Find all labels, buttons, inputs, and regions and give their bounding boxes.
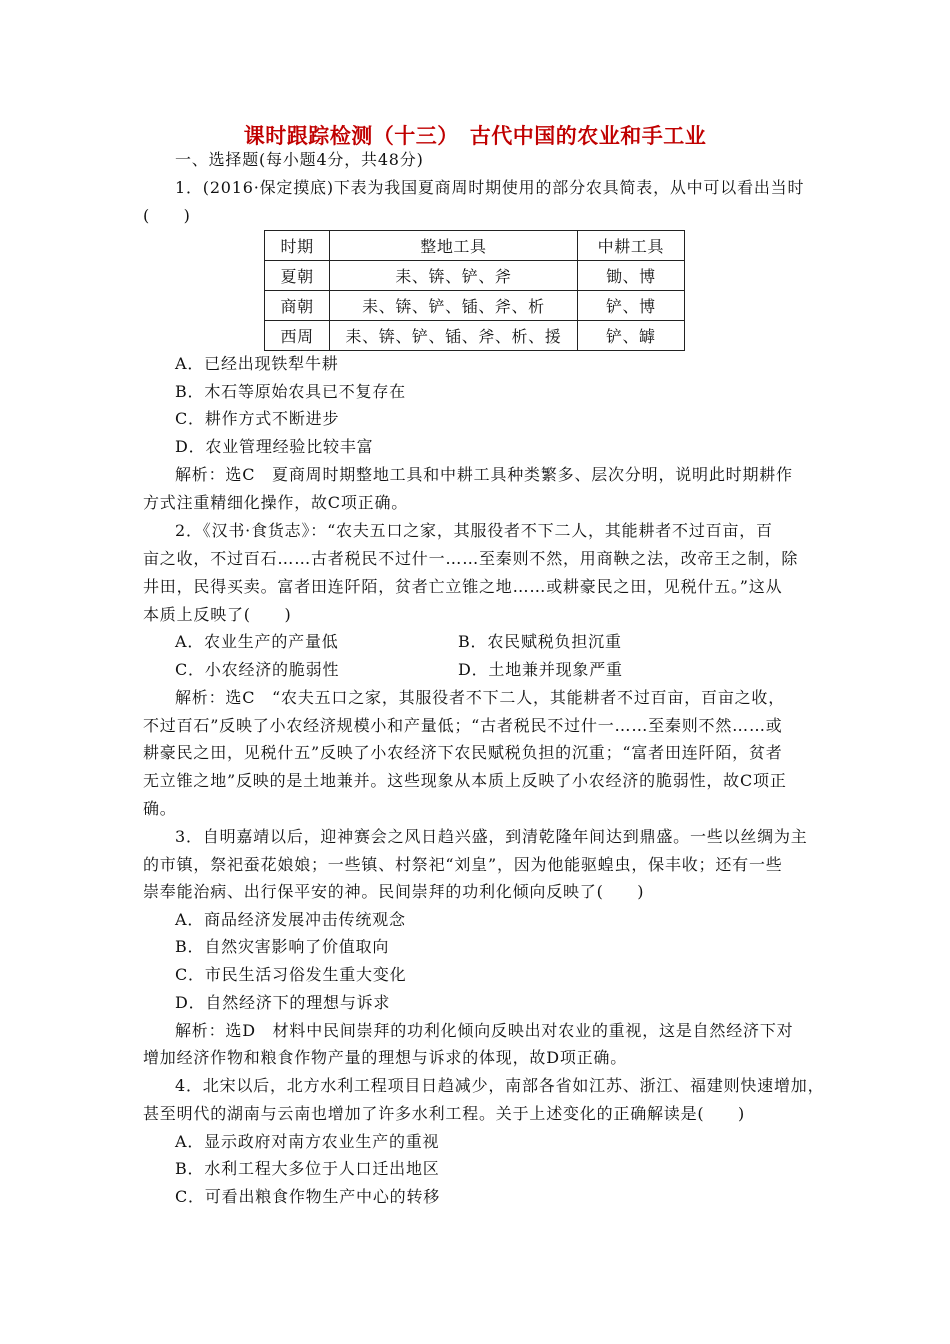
- q2-stem-line: 亩之收，不过百石……古者税民不过什一……至秦则不然，用商鞅之法，改帝王之制，除: [143, 549, 799, 568]
- table-cell: 夏朝: [265, 261, 330, 291]
- page-title: 课时跟踪检测（十三） 古代中国的农业和手工业: [243, 124, 707, 148]
- table-header-row: [265, 231, 685, 261]
- table-cell: 耒、锛、铲、斧: [330, 261, 578, 291]
- q2-analysis-line: 耕豪民之田，见税什五”反映了小农经济下农民赋税负担的沉重；“富者田连阡陌，贫者: [143, 743, 783, 762]
- q3-stem-line: 崇奉能治病、出行保平安的神。民间崇拜的功利化倾向反映了( ): [143, 882, 645, 901]
- q1-option-c: C．耕作方式不断进步: [175, 409, 340, 428]
- table-cell: 锄、博: [577, 261, 684, 291]
- q2-option-a: A．农业生产的产量低: [175, 632, 339, 651]
- q2-analysis-line: 确。: [143, 799, 177, 818]
- q3-option-b: B．自然灾害影响了价值取向: [175, 937, 390, 956]
- table-header-cell: 中耕工具: [577, 231, 684, 261]
- q3-stem-line: 3．自明嘉靖以后，迎神赛会之风日趋兴盛，到清乾隆年间达到鼎盛。一些以丝绸为主: [175, 827, 808, 846]
- table-cell: 耒、锛、铲、锸、斧、析、援: [330, 321, 578, 351]
- q1-stem-line: ( ): [143, 206, 191, 225]
- q3-analysis-line: 解析：选D 材料中民间崇拜的功利化倾向反映出对农业的重视，这是自然经济下对: [175, 1021, 794, 1040]
- q3-option-d: D．自然经济下的理想与诉求: [175, 993, 391, 1012]
- q3-analysis-line: 增加经济作物和粮食作物产量的理想与诉求的体现，故D项正确。: [143, 1048, 628, 1067]
- table-cell: 铲、罅: [577, 321, 684, 351]
- q4-stem-line: 甚至明代的湖南与云南也增加了许多水利工程。关于上述变化的正确解读是( ): [143, 1104, 746, 1123]
- q1-option-d: D．农业管理经验比较丰富: [175, 437, 374, 456]
- q3-stem-line: 的市镇，祭祀蚕花娘娘；一些镇、村祭祀“刘皇”，因为他能驱蝗虫，保丰收；还有一些: [143, 855, 783, 874]
- table-cell: 铲、博: [577, 291, 684, 321]
- q2-analysis-line: 解析：选C “农夫五口之家，其服役者不下二人，其能耕者不过百亩，百亩之收，: [175, 688, 786, 707]
- q2-analysis-line: 无立锥之地”反映的是土地兼并。这些现象从本质上反映了小农经济的脆弱性，故C项正: [143, 771, 787, 790]
- q2-option-d: D．土地兼并现象严重: [458, 660, 623, 679]
- table-header-cell: 整地工具: [330, 231, 578, 261]
- q1-option-b: B．木石等原始农具已不复存在: [175, 382, 406, 401]
- q4-option-a: A．显示政府对南方农业生产的重视: [175, 1132, 440, 1151]
- q2-stem-line: 井田，民得买卖。富者田连阡陌，贫者亡立锥之地……或耕豪民之田，见税什五。”这从: [143, 577, 783, 596]
- table-cell: 西周: [265, 321, 330, 351]
- q2-analysis-line: 不过百石”反映了小农经济规模小和产量低；“古者税民不过什一……至秦则不然……或: [143, 716, 783, 735]
- q1-stem-line: 1．(2016·保定摸底)下表为我国夏商周时期使用的部分农具简表，从中可以看出当时: [175, 178, 805, 197]
- q1-analysis-line: 方式注重精细化操作，故C项正确。: [143, 493, 409, 512]
- q2-stem-line: 2．《汉书·食货志》：“农夫五口之家，其服役者不下二人，其能耕者不过百亩，百: [175, 521, 773, 540]
- q4-option-c: C．可看出粮食作物生产中心的转移: [175, 1187, 441, 1206]
- q2-option-b: B．农民赋税负担沉重: [458, 632, 622, 651]
- table-cell: 商朝: [265, 291, 330, 321]
- table-cell: 耒、锛、铲、锸、斧、析: [330, 291, 578, 321]
- section-heading: 一、选择题(每小题4分，共48分): [175, 150, 424, 169]
- q4-stem-line: 4．北宋以后，北方水利工程项目日趋减少，南部各省如江苏、浙江、福建则快速增加，: [175, 1076, 825, 1095]
- q3-option-c: C．市民生活习俗发生重大变化: [175, 965, 407, 984]
- q3-option-a: A．商品经济发展冲击传统观念: [175, 910, 406, 929]
- table-row: [265, 321, 685, 351]
- q2-stem-line: 本质上反映了( ): [143, 605, 292, 624]
- q1-analysis-line: 解析：选C 夏商周时期整地工具和中耕工具种类繁多、层次分明，说明此时期耕作: [175, 465, 793, 484]
- farm-tools-table: [264, 230, 685, 351]
- table-row: [265, 261, 685, 291]
- table-row: [265, 291, 685, 321]
- table-header-cell: 时期: [265, 231, 330, 261]
- q2-option-c: C．小农经济的脆弱性: [175, 660, 340, 679]
- q1-option-a: A．已经出现铁犁牛耕: [175, 354, 339, 373]
- q4-option-b: B．水利工程大多位于人口迁出地区: [175, 1159, 440, 1178]
